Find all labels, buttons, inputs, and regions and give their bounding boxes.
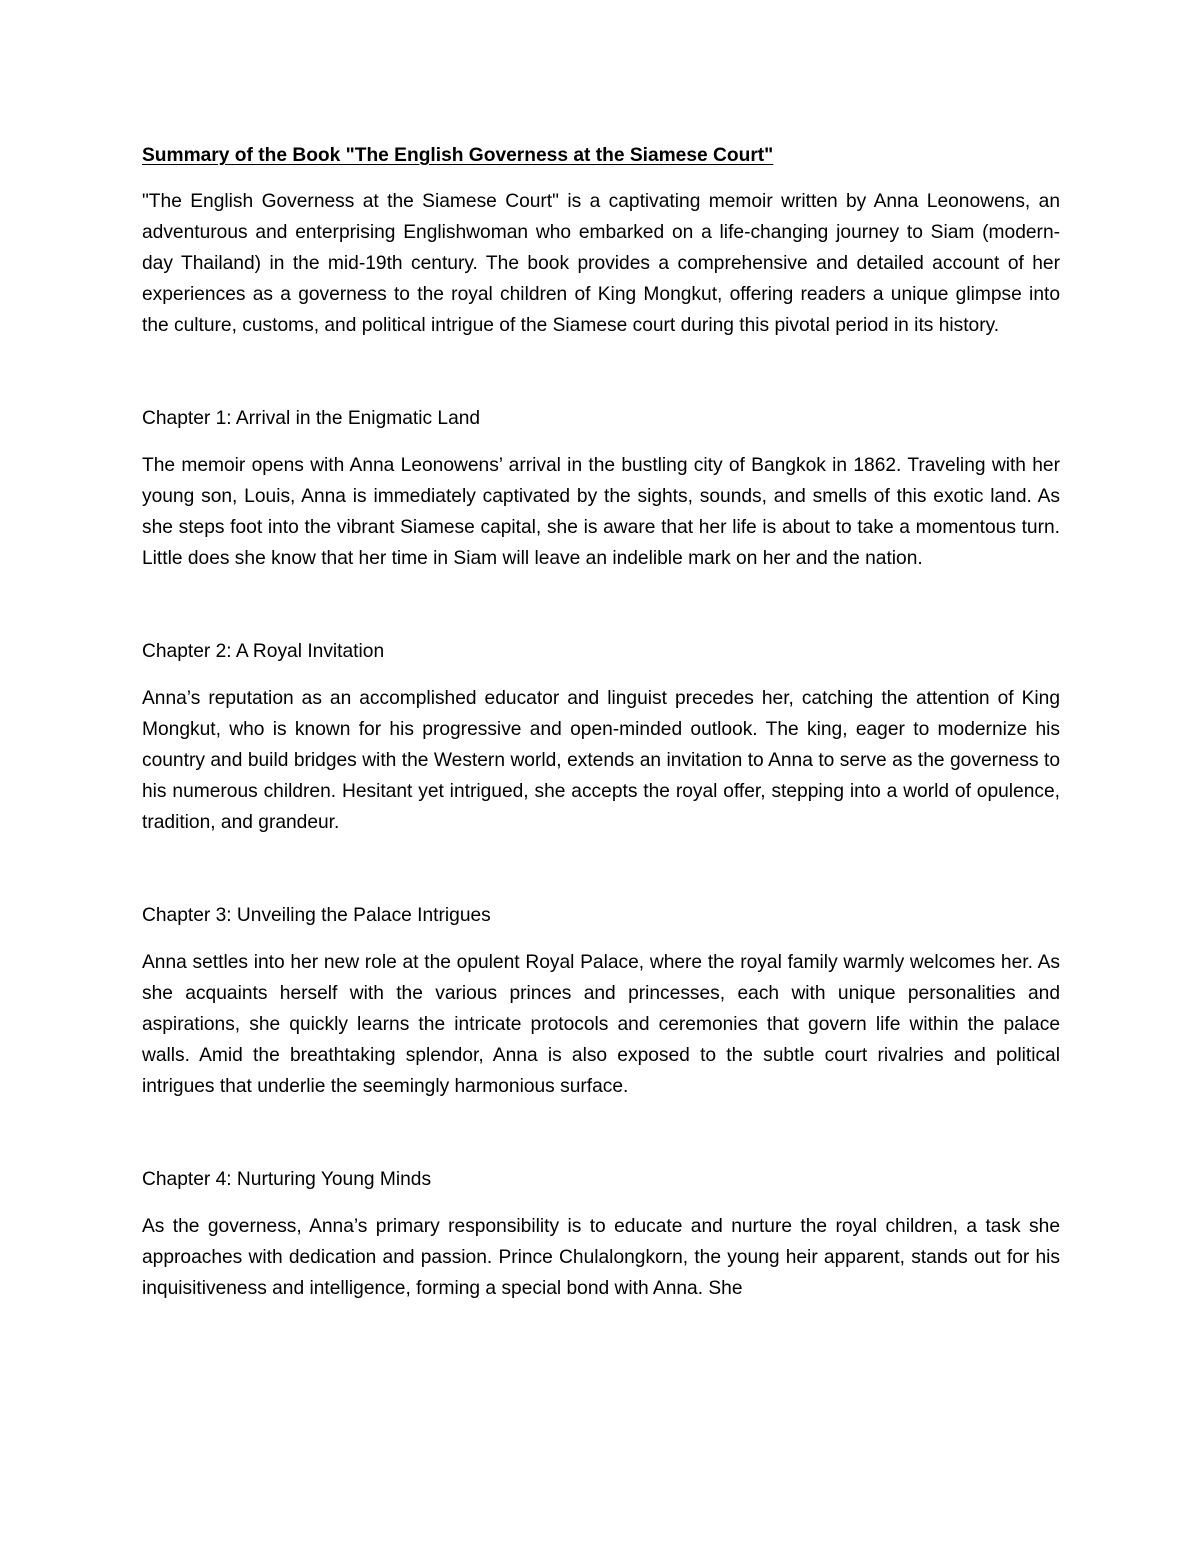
chapter-1-heading: Chapter 1: Arrival in the Enigmatic Land — [142, 408, 481, 429]
document-title: Summary of the Book "The English Governess at the Siamese Court" — [142, 145, 774, 166]
chapter-4-paragraph: As the governess, Anna’s primary responsibility is to educate and nurture the royal children, a task she approaches with dedication and passion. Prince Chulalongkorn, the young heir apparent, stands out for his inquisitiveness and intelligence, forming a special bond with Anna. She — [142, 1216, 1060, 1299]
chapter-3-section — [142, 900, 1060, 1102]
chapter-1-section — [142, 403, 1060, 574]
chapter-3-paragraph: Anna settles into her new role at the opulent Royal Palace, where the royal family warmly welcomes her. As she acquaints herself with the various princes and princesses, each with unique personalities and aspirations, she quickly learns the intricate protocols and ceremonies that govern life within the palace walls. Amid the breathtaking splendor, Anna is also exposed to the subtle court rivalries and political intrigues that underlie the seemingly harmonious surface. — [142, 952, 1060, 1097]
chapter-4-section — [142, 1164, 1060, 1304]
chapter-2-section — [142, 636, 1060, 838]
chapter-2-paragraph: Anna’s reputation as an accomplished educator and linguist precedes her, catching the attention of King Mongkut, who is known for his progressive and open-minded outlook. The king, eager to modernize his country and build bridges with the Western world, extends an invitation to Anna to serve as the governess to his numerous children. Hesitant yet intrigued, she accepts the royal offer, stepping into a world of opulence, tradition, and grandeur. — [142, 688, 1060, 833]
chapter-2-heading: Chapter 2: A Royal Invitation — [142, 641, 385, 662]
chapter-1-paragraph: The memoir opens with Anna Leonowens’ arrival in the bustling city of Bangkok in 1862. Traveling with her young son, Louis, Anna is immediately captivated by the sights, sounds, and smells of this exotic land. As she steps foot into the vibrant Siamese capital, she is aware that her life is about to take a momentous turn. Little does she know that her time in Siam will leave an indelible mark on her and the nation. — [142, 455, 1060, 569]
intro-paragraph: "The English Governess at the Siamese Court" is a captivating memoir written by Anna Leonowens, an adventurous and enterprising Englishwoman who embarked on a life-changing journey to Siam (modern-day Thailand) in the mid-19th century. The book provides a comprehensive and detailed account of her experiences as a governess to the royal children of King Mongkut, offering readers a unique glimpse into the culture, customs, and political intrigue of the Siamese court during this pivotal period in its history. — [142, 191, 1060, 336]
chapter-4-heading: Chapter 4: Nurturing Young Minds — [142, 1169, 432, 1190]
document-body — [142, 140, 1060, 1304]
chapter-3-heading: Chapter 3: Unveiling the Palace Intrigues — [142, 905, 491, 926]
